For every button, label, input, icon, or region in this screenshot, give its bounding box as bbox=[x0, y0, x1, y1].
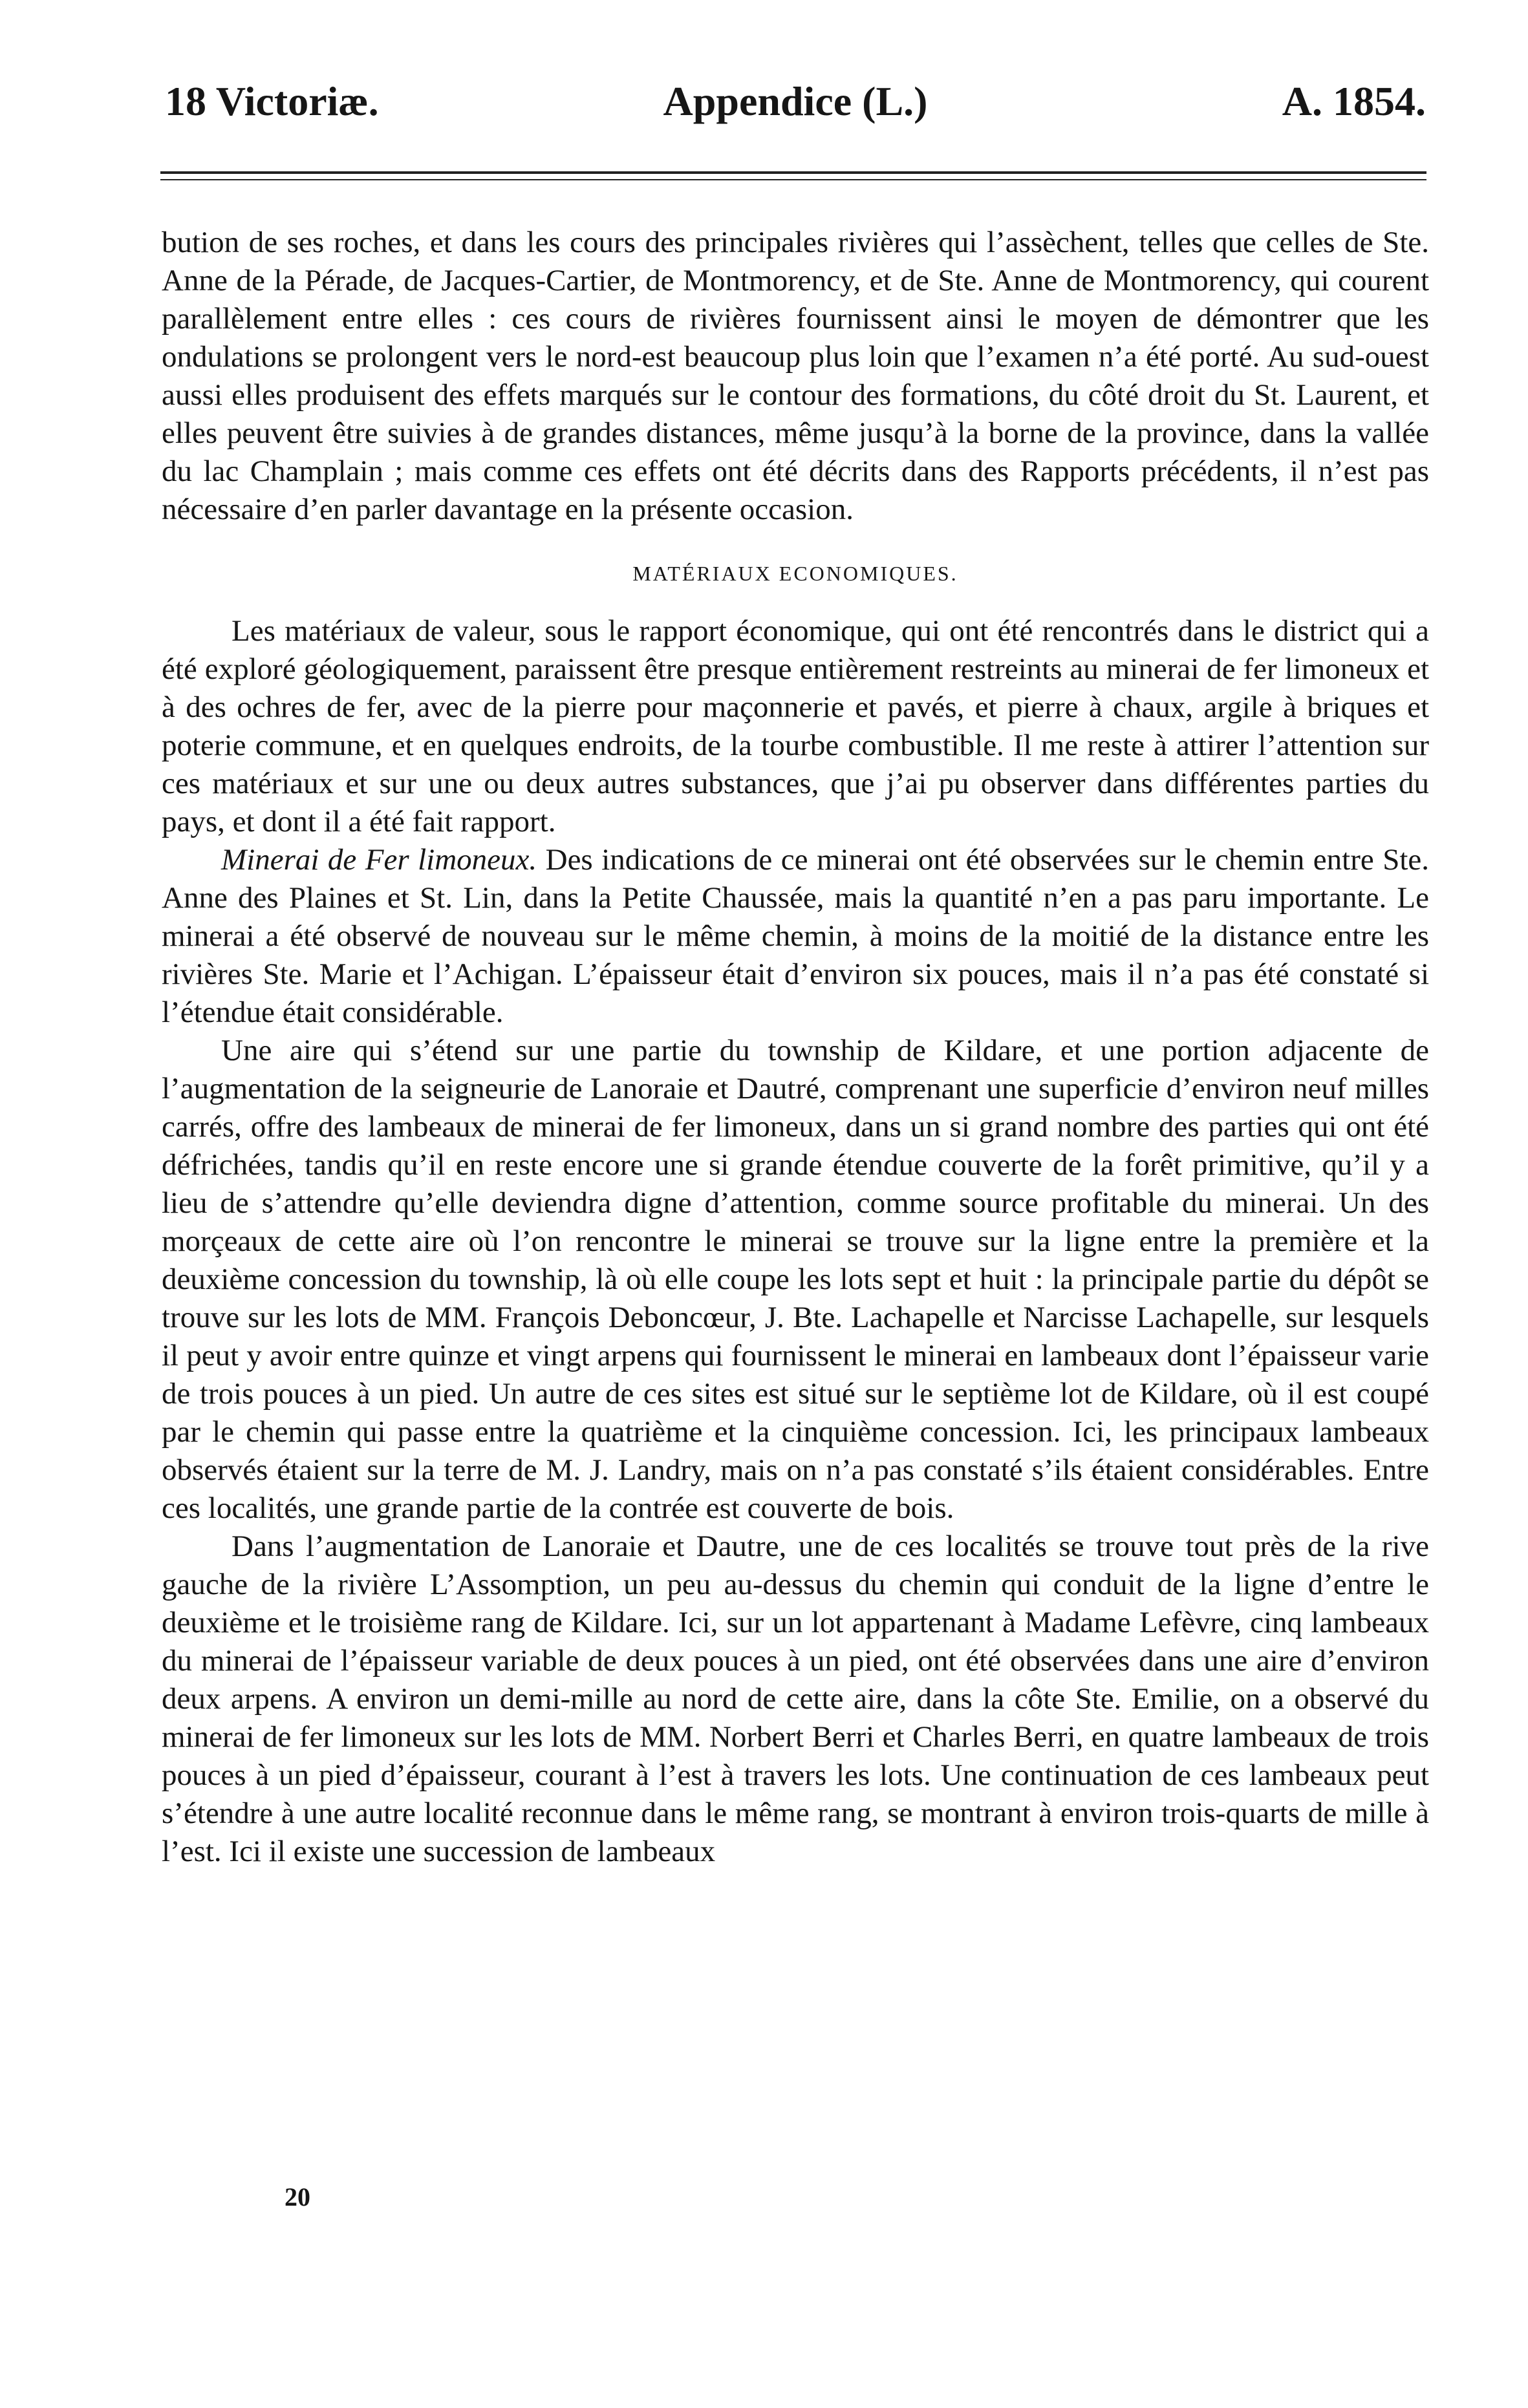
header-rule-thin bbox=[160, 179, 1426, 180]
running-header bbox=[165, 78, 1426, 142]
paragraph-lanoraie: Dans l’augmentation de Lanoraie et Dautre, une de ces localités se trouve tout près de la rive gauche de la rivière L’Assomption, un peu au-dessus du chemin qui conduit de la ligne d’entre le deuxième et le troisième rang de Kildare. Ici, sur un lot appartenant à Madame Lefèvre, cinq lambeaux du minerai de l’épaisseur variable de deux pouces à un pied, ont été observées dans une aire d’environ deux arpens. A environ un demi-mille au nord de cette aire, dans la côte Ste. Emilie, on a observé du minerai de fer limoneux sur les lots de MM. Norbert Berri et Charles Berri, en quatre lambeaux de trois pouces à un pied d’épaisseur, courant à l’est à travers les lots. Une continuation de ces lambeaux peut s’étendre à une autre localité reconnue dans le même rang, se montrant à environ trois-quarts de mille à l’est. Ici il existe une succession de lambeaux bbox=[162, 1529, 1429, 1868]
paragraph-limonite bbox=[162, 841, 1429, 1032]
header-center: Appendice (L.) bbox=[663, 78, 928, 124]
header-rule-thick bbox=[160, 171, 1426, 174]
paragraph-kildare: Une aire qui s’étend sur une partie du township de Kildare, et une portion adjacente de l’augmentation de la seigneurie de Lanoraie et Dautré, comprenant une superficie d’environ neuf milles carrés, offre des lambeaux de minerai de fer limoneux, dans un si grand nombre des parties qui ont été défrichées, tandis qu’il en reste encore une si grande étendue couverte de la forêt primitive, qu’il y a lieu de s’attendre qu’elle deviendra digne d’attention, comme source profitable du minerai. Un des morçeaux de cette aire où l’on rencontre le minerai se trouve sur la ligne entre la première et la deuxième concession du township, là où elle coupe les lots sept et huit : la principale partie du dépôt se trouve sur les lots de MM. François Deboncœur, J. Bte. Lachapelle et Narcisse Lachapelle, sur lesquels il peut y avoir entre quinze et vingt arpens qui fournissent le minerai en lambeaux dont l’épaisseur varie de trois pouces à un pied. Un autre de ces sites est situé sur le septième lot de Kildare, où il est coupé par le chemin qui passe entre la quatrième et la cinquième concession. Ici, les principaux lambeaux observés étaient sur la terre de M. J. Landry, mais on n’a pas constaté s’ils étaient considérables. Entre ces localités, une grande partie de la contrée est couverte de bois. bbox=[162, 1034, 1429, 1525]
paragraph-continuation: bution de ses roches, et dans les cours des principales rivières qui l’assèchent, telles que celles de Ste. Anne de la Pérade, de Jacques-Cartier, de Montmorency, et de Ste. Anne de Montmorency, qui courent parallèlement entre elles : ces cours de rivières fournissent ainsi le moyen de démontrer que les ondulations se prolongent vers le nord-est beaucoup plus loin que l’examen n’a été porté. Au sud-ouest aussi elles produisent des effets marqués sur le contour des formations, du côté droit du St. Laurent, et elles peuvent être suivies à de grandes distances, même jusqu’à la borne de la province, dans la vallée du lac Champlain ; mais comme ces effets ont été décrits dans des Rapports précédents, il n’est pas nécessaire d’en parler davantage en la présente occasion. bbox=[162, 226, 1429, 526]
header-right: A. 1854. bbox=[1282, 78, 1426, 124]
paragraph-materials: Les matériaux de valeur, sous le rapport économique, qui ont été rencontrés dans le district qui a été exploré géologiquement, paraissent être presque entièrement restreints au minerai de fer limoneux et à des ochres de fer, avec de la pierre pour maçonnerie et pavés, et pierre à chaux, argile à briques et poterie commune, et en quelques endroits, de la tourbe combustible. Il me reste à attirer l’attention sur ces matériaux et sur une ou deux autres substances, que j’ai pu observer dans différentes parties du pays, et dont il a été fait rapport. bbox=[162, 614, 1429, 838]
section-heading: MATÉRIAUX ECONOMIQUES. bbox=[632, 562, 958, 585]
paragraph-limonite-text: Des indications de ce minerai ont été observées sur le chemin entre Ste. Anne des Plaines et St. Lin, dans la Petite Chaussée, mais la quantité n’en a pas paru importante. Le minerai a été observé de nouveau sur le même chemin, à moins de la moitié de la distance entre les rivières Ste. Marie et l’Achigan. L’épaisseur était d’environ six pouces, mais il n’a pas été constaté si l’étendue était considérable. bbox=[162, 843, 1430, 1029]
page-folio: 20 bbox=[285, 2182, 310, 2211]
paragraph-limonite-title: Minerai de Fer limoneux. bbox=[221, 843, 537, 877]
header-left: 18 Victoriæ. bbox=[165, 78, 379, 124]
page-body bbox=[162, 224, 1429, 1871]
